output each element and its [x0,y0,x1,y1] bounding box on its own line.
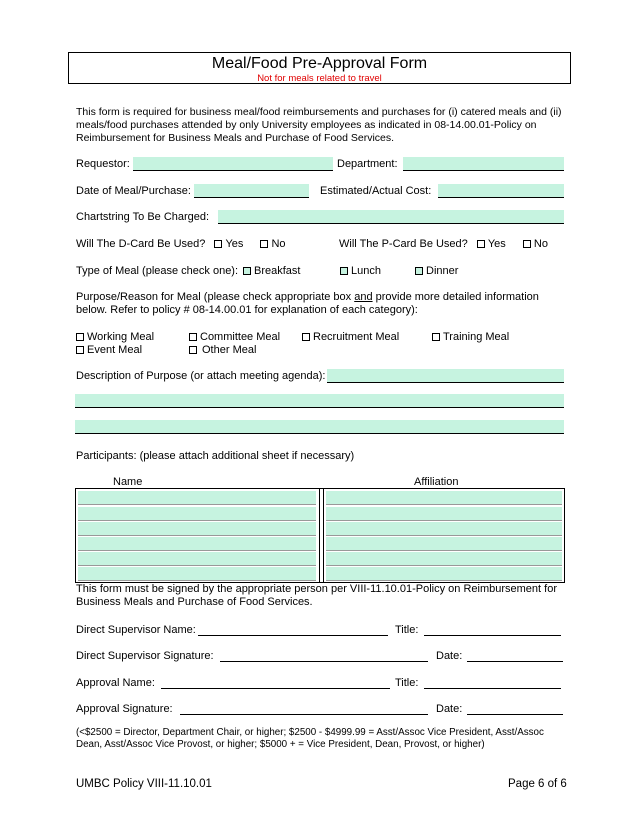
supervisor-date-line[interactable] [467,661,563,662]
checkbox-icon[interactable] [523,240,531,248]
description-field-1[interactable] [327,369,564,383]
committee-meal-option[interactable]: Committee Meal [189,331,280,343]
footer-page-number: Page 6 of 6 [508,778,567,790]
supervisor-name-label: Direct Supervisor Name: [76,624,196,636]
affiliation-cell[interactable] [326,537,562,551]
checkbox-icon[interactable] [243,267,251,275]
chartstring-field[interactable] [218,210,564,224]
approval-signature-label: Approval Signature: [76,703,173,715]
checkbox-icon[interactable] [340,267,348,275]
checkbox-icon[interactable] [76,333,84,341]
signature-note: This form must be signed by the appropriate person per VIII-11.10.01-Policy on Reimbursement for Business Meals and Purchase of Food Services. [76,583,557,608]
dinner-option[interactable]: Dinner [415,265,458,277]
name-cell[interactable] [78,507,316,521]
department-label: Department: [337,158,398,170]
checkbox-icon[interactable] [189,333,197,341]
event-meal-option[interactable]: Event Meal [76,344,142,356]
name-cell[interactable] [78,537,316,551]
form-title-box [68,52,571,84]
supervisor-signature-line[interactable] [220,661,428,662]
department-field[interactable] [403,157,564,171]
affiliation-cell[interactable] [326,522,562,536]
chartstring-label: Chartstring To Be Charged: [76,211,210,223]
meal-type-label: Type of Meal (please check one): [76,265,239,277]
checkbox-icon[interactable] [415,267,423,275]
other-meal-option[interactable]: Other Meal [189,344,256,356]
checkbox-icon[interactable] [260,240,268,248]
supervisor-title-line[interactable] [424,635,561,636]
supervisor-name-line[interactable] [198,635,388,636]
approval-title-label: Title: [395,677,419,689]
table-divider [319,489,320,582]
participants-table [75,488,565,583]
recruitment-meal-option[interactable]: Recruitment Meal [302,331,399,343]
dcard-yes-option[interactable]: Yes [214,238,243,250]
cost-field[interactable] [438,184,564,198]
working-meal-option[interactable]: Working Meal [76,331,154,343]
supervisor-title-label: Title: [395,624,419,636]
description-field-3[interactable] [75,420,564,434]
participants-label: Participants: (please attach additional sheet if necessary) [76,450,355,462]
requestor-field[interactable] [133,157,333,171]
meal-date-field[interactable] [194,184,309,198]
checkbox-icon[interactable] [189,346,197,354]
dcard-no-option[interactable]: No [260,238,285,250]
meal-date-label: Date of Meal/Purchase: [76,185,191,197]
description-label: Description of Purpose (or attach meeting agenda): [76,370,326,382]
approval-date-line[interactable] [467,714,563,715]
checkbox-icon[interactable] [477,240,485,248]
purpose-intro: Purpose/Reason for Meal (please check appropriate box and provide more detailed information below. Refer to policy # 08-14.00.01 for explanation of each category): [76,291,539,316]
checkbox-icon[interactable] [76,346,84,354]
breakfast-option[interactable]: Breakfast [243,265,300,277]
affiliation-cell[interactable] [326,552,562,566]
lunch-option[interactable]: Lunch [340,265,381,277]
approval-signature-line[interactable] [180,714,428,715]
training-meal-option[interactable]: Training Meal [432,331,509,343]
pcard-label: Will The P-Card Be Used? [339,238,468,250]
approval-title-line[interactable] [424,688,561,689]
table-divider [323,489,324,582]
dcard-question [76,238,286,250]
affiliation-cell[interactable] [326,567,562,581]
affiliation-column-header: Affiliation [414,476,459,488]
approval-name-label: Approval Name: [76,677,155,689]
pcard-no-option[interactable]: No [523,238,548,250]
dcard-label: Will The D-Card Be Used? [76,238,206,250]
checkbox-icon[interactable] [302,333,310,341]
name-column-header: Name [113,476,143,488]
checkbox-icon[interactable] [432,333,440,341]
affiliation-cell[interactable] [326,491,562,505]
approval-thresholds: (<$2500 = Director, Department Chair, or higher; $2500 - $4999.99 = Asst/Assoc Vice President, Asst/Assoc Dean, Asst/Assoc Vice Provost, or higher; $5000 + = Vice President, Dean, Provost, or higher) [76,727,544,750]
supervisor-date-label: Date: [436,650,463,662]
supervisor-signature-label: Direct Supervisor Signature: [76,650,214,662]
affiliation-cell[interactable] [326,507,562,521]
intro-paragraph: This form is required for business meal/food reimbursements and purchases for (i) catered meals and (ii) meals/food purchases attended by only University employees as indicated in 08-14.00.01-Policy on Reimbursement for Business Meals and Purchase of Food Services. [76,106,562,144]
name-cell[interactable] [78,552,316,566]
form-subtitle: Not for meals related to travel [257,73,382,84]
approval-name-line[interactable] [161,688,390,689]
approval-date-label: Date: [436,703,463,715]
name-cell[interactable] [78,491,316,505]
checkbox-icon[interactable] [214,240,222,248]
pcard-question [339,238,548,250]
description-field-2[interactable] [75,394,564,408]
name-cell[interactable] [78,567,316,581]
cost-label: Estimated/Actual Cost: [320,185,432,197]
footer-policy: UMBC Policy VIII-11.10.01 [76,778,212,790]
form-title: Meal/Food Pre-Approval Form [211,55,428,72]
name-cell[interactable] [78,522,316,536]
pcard-yes-option[interactable]: Yes [477,238,506,250]
requestor-label: Requestor: [76,158,130,170]
